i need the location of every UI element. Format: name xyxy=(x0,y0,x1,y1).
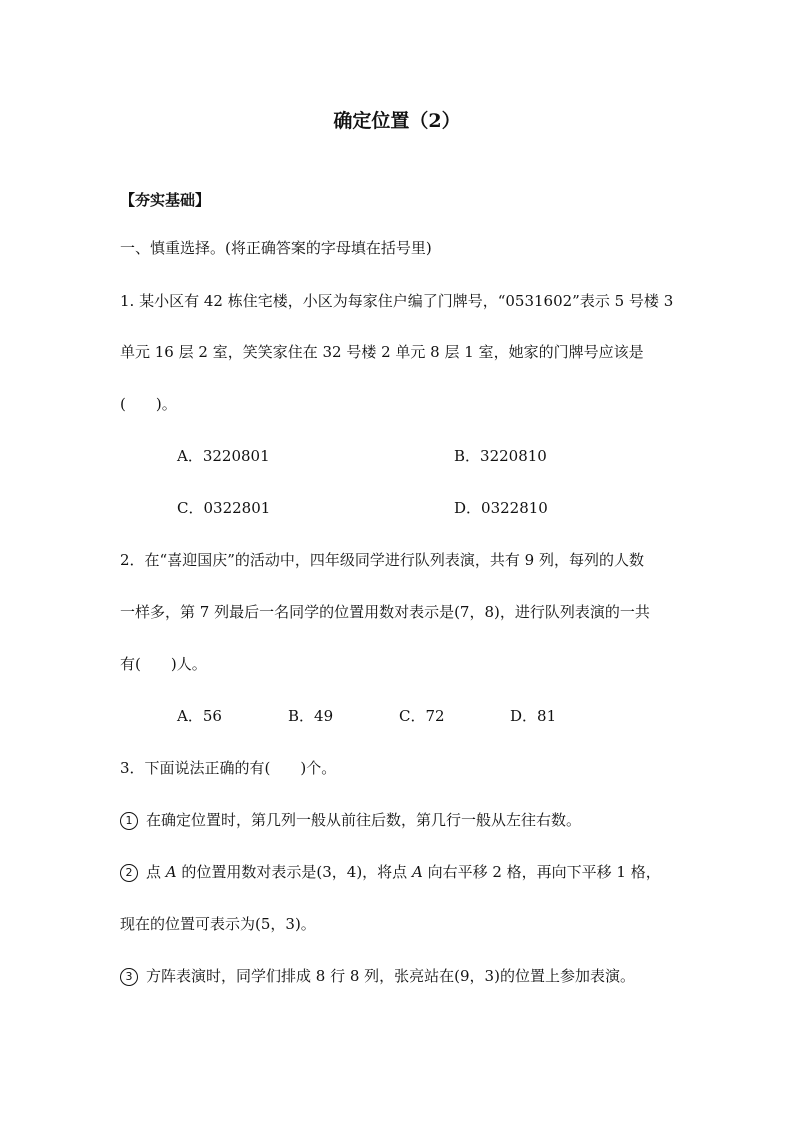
q3-statement-1 xyxy=(120,810,581,830)
q1-line-3: ( )。 xyxy=(120,395,177,413)
q3-statement-3 xyxy=(120,966,635,986)
q1-option-c: C．0322801 xyxy=(177,499,271,517)
circled-number-3: 3 xyxy=(120,968,138,986)
q2-option-a: A．56 xyxy=(177,707,222,725)
q3-statement-2-part-c: 向右平移 2 格，再向下平移 1 格， xyxy=(422,863,661,881)
q3-line-1: 3．下面说法正确的有( )个。 xyxy=(120,759,337,777)
q3-statement-2-line-2: 现在的位置可表示为(5，3)。 xyxy=(120,915,316,933)
q1-line-1: 1. 某小区有 42 栋住宅楼，小区为每家住户编了门牌号，“0531602”表示 5 号楼 3 xyxy=(120,292,674,310)
circled-number-1: 1 xyxy=(120,812,138,830)
part-instruction: 一、慎重选择。(将正确答案的字母填在括号里) xyxy=(120,239,432,257)
q3-statement-2 xyxy=(120,862,661,882)
q1-line-2: 单元 16 层 2 室，笑笑家住在 32 号楼 2 单元 8 层 1 室，她家的门牌号应该是 xyxy=(120,343,644,361)
q2-option-c: C．72 xyxy=(399,707,445,725)
q1-option-b: B．3220810 xyxy=(454,447,547,465)
q2-option-b: B．49 xyxy=(288,707,334,725)
point-a-label: A xyxy=(165,863,177,881)
q2-line-1: 2．在“喜迎国庆”的活动中，四年级同学进行队列表演，共有 9 列，每列的人数 xyxy=(120,551,644,569)
q3-statement-3-text: 方阵表演时，同学们排成 8 行 8 列，张亮站在(9，3)的位置上参加表演。 xyxy=(146,967,635,985)
page-title: 确定位置（2） xyxy=(333,110,461,132)
section-heading: 【夯实基础】 xyxy=(120,191,211,209)
q2-line-3: 有( )人。 xyxy=(120,655,207,673)
q2-line-2: 一样多，第 7 列最后一名同学的位置用数对表示是(7，8)，进行队列表演的一共 xyxy=(120,603,650,621)
q1-option-a: A．3220801 xyxy=(177,447,270,465)
point-a-label-2: A xyxy=(411,863,423,881)
q1-option-d: D．0322810 xyxy=(454,499,548,517)
q3-statement-1-text: 在确定位置时，第几列一般从前往后数，第几行一般从左往右数。 xyxy=(146,811,582,829)
q3-statement-2-part-a: 点 xyxy=(146,863,166,881)
q3-statement-2-part-b: 的位置用数对表示是(3，4)，将点 xyxy=(176,863,412,881)
q2-option-d: D．81 xyxy=(510,707,557,725)
circled-number-2: 2 xyxy=(120,864,138,882)
